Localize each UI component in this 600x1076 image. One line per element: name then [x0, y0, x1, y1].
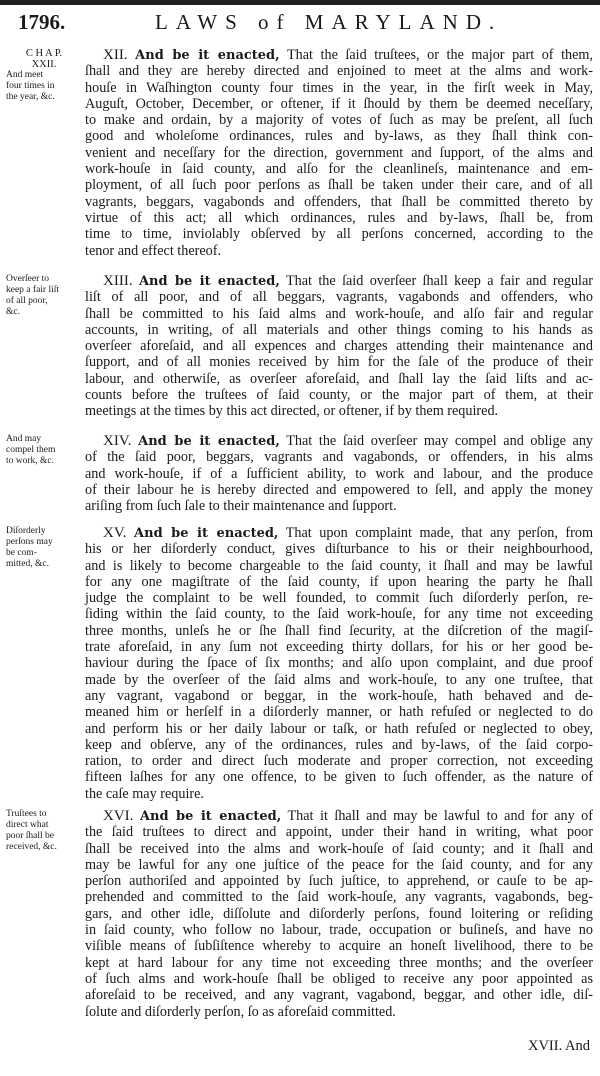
text-line [85, 737, 593, 753]
text-line [85, 704, 593, 720]
text-line [85, 955, 593, 971]
marginal-note [6, 434, 82, 467]
text-line [85, 273, 593, 289]
text-line [85, 786, 593, 802]
text-line [85, 525, 593, 541]
line-text: Auguſt, October, December, or oftener, if it ſhould by them be deemed neceſſary, [85, 95, 593, 112]
line-text: meaned him or herſelf in a diſorderly manner, or hath refuſed or neglected to do [85, 704, 593, 721]
marginal-note-line: to work, &c. [6, 456, 55, 466]
running-header [0, 10, 600, 36]
section-xiii [85, 273, 593, 420]
section-xvi [85, 808, 593, 1020]
line-text: of their labour he is hereby directed and empowered to ſell, and apply the money [85, 481, 593, 498]
line-text: made by the overſeer of the ſaid alms and work-houſe, to any one truſtee, that [85, 671, 593, 688]
line-text: ployment, of all ſuch poor perſons as ſhall be taken under their care, and of all [85, 177, 593, 194]
line-text: liſt of all poor, and of all beggars, vagrants, vagabonds and offenders, who [85, 289, 593, 306]
line-text: That the ſaid truſtees, or the major part of them, [286, 47, 594, 63]
text-line [85, 194, 593, 210]
section-xiv [85, 433, 593, 514]
text-line [85, 161, 593, 177]
text-line [85, 306, 593, 322]
text-line [85, 128, 593, 144]
line-text: That the ſaid overſeer may compel and oblige any [286, 433, 594, 449]
marginal-note-line: Diſorderly [6, 526, 46, 536]
line-text: to make and ordain, by a majority of votes of ſuch as may be preſent, all ſuch [85, 112, 593, 129]
line-text: labour, and otherwiſe, as overſeer aforeſaid, and ſhall lay the ſaid liſts and ac- [85, 370, 593, 387]
line-text: That it ſhall and may be lawful to and for any of [287, 808, 593, 824]
enacting-formula: And be it enacted, [134, 526, 279, 541]
text-line [85, 857, 593, 873]
text-line [85, 145, 593, 161]
text-line [85, 1004, 593, 1020]
text-line [85, 177, 593, 193]
line-text: houſe in Waſhington county four times in the year, in the firſt week in May, [85, 79, 593, 96]
marginal-note [6, 274, 82, 318]
text-line [85, 753, 593, 769]
marginal-note-line: of all poor, [6, 296, 48, 306]
line-text: the caſe may require. [85, 785, 204, 802]
marginal-note-line: four times in [6, 81, 55, 91]
text-line [85, 354, 593, 370]
marginal-note-line: received, &c. [6, 842, 57, 852]
section-number: XVI. [103, 808, 134, 824]
line-text: perſon authoriſed and appointed by ſuch juſtice, to apprehend, or cauſe to be ap- [85, 873, 593, 890]
marginal-note-line: And meet [6, 70, 44, 80]
marginal-note-line: And may [6, 434, 42, 444]
line-text: counts before the truſtees of ſaid county, or the major part of them, at their [85, 387, 593, 404]
text-line [85, 889, 593, 905]
line-text: the ſaid truſtees to direct and appoint, under their hand in writing, what poor [85, 824, 593, 841]
enacting-formula: And be it enacted, [138, 434, 280, 449]
line-text: ſupport, and of all monies received by him for the ſale of the produce of their [85, 354, 593, 371]
text-line [85, 688, 593, 704]
marginal-note-line: Truſtees to [6, 809, 47, 819]
line-text: virtue of this act; all which ordinances, rules and by-laws, ſhall be, from [85, 209, 593, 226]
line-text: ſhall be committed to his ſaid alms and work-houſe, and alſo fair and regular [85, 305, 593, 322]
text-line [85, 672, 593, 688]
line-text: overſeer aforeſaid, and all expences and charges attending their maintenance and [85, 338, 593, 355]
text-line [85, 433, 593, 449]
text-line [85, 63, 593, 79]
line-text: good and wholeſome ordinances, rules and by-laws, as they ſhall think con- [85, 128, 593, 145]
scan-edge [0, 0, 600, 5]
section-number: XIII. [103, 273, 133, 289]
text-line [85, 96, 593, 112]
line-text: trate aforeſaid, in any ſum not exceeding thirty dollars, for his or her good be- [85, 639, 593, 656]
text-line [85, 841, 593, 857]
line-text: prehended and committed to the ſaid work-houſe, any vagrants, vagabonds, beg- [85, 889, 593, 906]
line-text: any vagrant, vagabond or beggar, in the work-houſe, hath behaved and de- [85, 687, 593, 704]
marginal-note [6, 48, 82, 103]
page-title: LAWS of MARYLAND. [155, 10, 503, 34]
line-text: ſolute and diſorderly perſon, ſo as aforeſaid committed. [85, 1003, 396, 1020]
section-number: XIV. [103, 433, 132, 449]
marginal-note-line: keep a fair liſt [6, 285, 60, 295]
text-line [85, 606, 593, 622]
enacting-formula: And be it enacted, [139, 809, 282, 824]
enacting-formula: And be it enacted, [138, 274, 280, 289]
text-line [85, 112, 593, 128]
line-text: ariſing from ſuch ſale to their maintenance and ſupport. [85, 498, 397, 515]
line-text: vagrants, beggars, vagabonds and offenders, that ſhall be committed thereto by [85, 193, 593, 210]
marginal-note-line: be com- [6, 548, 37, 558]
text-line [85, 387, 593, 403]
line-text: work-houſe in ſaid county, and alſo for the cleanlineſs, maintenance and em- [85, 161, 593, 178]
line-text: fifteen laſhes for any one offence, to be given to ſuch offender, as the nature of [85, 769, 593, 786]
marginal-note-line: compel them [6, 445, 56, 455]
section-number: XV. [103, 525, 127, 541]
text-line [85, 210, 593, 226]
text-line [85, 639, 593, 655]
text-line [85, 824, 593, 840]
line-text: of the ſaid poor, beggars, vagrants and vagabonds, or offenders, in his alms [85, 449, 593, 466]
marginal-note-line: C H A P. [25, 48, 63, 59]
text-line [85, 466, 593, 482]
marginal-note-line: mitted, &c. [6, 559, 50, 569]
text-line [85, 80, 593, 96]
text-line [85, 47, 593, 63]
marginal-note-line: XXII. [31, 59, 57, 70]
text-line [85, 243, 593, 259]
line-text: aforeſaid to be received, and any vagrant, vagabond, beggar, and other idle, diſ- [85, 987, 593, 1004]
page-year: 1796. [18, 10, 66, 34]
text-line [85, 623, 593, 639]
line-text: of ſuch alms and work-houſe ſhall be obliged to receive any poor appointed as [85, 970, 593, 987]
line-text: may be lawful for any one juſtice of the peace for the ſaid county, and for any [85, 856, 593, 873]
line-text: and perform his or her daily labour or taſk, or hath refuſed or neglected to obey, [85, 720, 593, 737]
line-text: haviour during the ſpace of ſix months; and alſo upon complaint, and due proof [85, 655, 593, 672]
section-number: XII. [103, 47, 128, 63]
marginal-note-line: perſons may [6, 537, 53, 547]
marginal-note-line: Overſeer to [6, 274, 49, 284]
enacting-formula: And be it enacted, [135, 48, 280, 63]
line-text: tenor and effect thereof. [85, 242, 222, 259]
text-line [85, 482, 593, 498]
line-text: three months, unleſs he or ſhe ſhall find ſecurity, at the diſcretion of the magiſ- [85, 622, 593, 639]
line-text: for any one magiſtrate of the ſaid county, if upon hearing the party he ſhall [85, 573, 593, 590]
line-text: in ſaid county, who follow no labour, trade, occupation or buſineſs, and have no [85, 922, 593, 939]
marginal-note [6, 526, 82, 570]
line-text: accounts, in writing, of all materials and other things coming to his hands as [85, 321, 593, 338]
catchword: XVII. And [527, 1038, 590, 1054]
text-line [85, 906, 593, 922]
line-text: That the ſaid overſeer ſhall keep a fair and regular [286, 273, 594, 289]
line-text: his or her diſorderly conduct, gives diſturbance to his or their neighbourhood, [85, 541, 593, 558]
text-line [85, 808, 593, 824]
line-text: gars, and other idle, diſſolute and diſorderly perſons, found loitering or reſiding [85, 905, 593, 922]
text-line [85, 590, 593, 606]
text-line [85, 541, 593, 557]
section-xv [85, 525, 593, 802]
text-line [85, 655, 593, 671]
line-text: kept at hard labour for any time not exceeding three months; and the overſeer [85, 954, 593, 971]
marginal-note-line: the year, &c. [6, 92, 55, 102]
line-text: ſiding within the ſaid county, to the ſaid work-houſe, for any time not exceeding [85, 606, 593, 623]
text-line [85, 922, 593, 938]
text-line [85, 987, 593, 1003]
line-text: keep and obſerve, any of the ordinances, rules and by-laws, of the ſaid corpo- [85, 736, 593, 753]
marginal-note [6, 809, 82, 853]
line-text: judge the complaint to be well founded, to commit ſuch diſorderly perſon, re- [85, 590, 593, 607]
text-line [85, 226, 593, 242]
text-line [85, 498, 593, 514]
line-text: ration, to order and direct ſuch moderate and proper correction, not exceeding [85, 753, 593, 770]
line-text: time to time, inviolably obſerved by all perſons concerned, according to the [85, 226, 593, 243]
section-xii [85, 47, 593, 259]
line-text: That upon complaint made, that any perſon, from [285, 525, 594, 541]
marginal-note-line: poor ſhall be [6, 831, 55, 841]
text-line [85, 338, 593, 354]
line-text: meetings at the times by this act directed, or oftener, if by them required. [85, 403, 499, 420]
text-line [85, 403, 593, 419]
text-line [85, 574, 593, 590]
line-text: and is likely to become chargeable to the ſaid county, it ſhall and may be lawful [85, 557, 593, 574]
text-line [85, 971, 593, 987]
line-text: ſhall be received into the alms and work-houſe of ſaid county; and it ſhall and [85, 840, 593, 857]
text-line [85, 938, 593, 954]
text-line [85, 371, 593, 387]
line-text: viſible means of ſubſiſtence whereby to acquire an honeſt livelihood, there to be [85, 938, 593, 955]
text-line [85, 289, 593, 305]
text-line [85, 558, 593, 574]
text-line [85, 322, 593, 338]
line-text: venient and neceſſary for the direction, government and ſupport, of the alms and [85, 144, 593, 161]
text-line [85, 769, 593, 785]
line-text: and work-houſe, if of a ſufficient ability, to work and labour, and the produce [85, 465, 593, 482]
text-line [85, 721, 593, 737]
marginal-note-line: direct what [6, 820, 49, 830]
text-line [85, 873, 593, 889]
marginal-note-line: &c. [6, 307, 20, 317]
line-text: ſhall and they are hereby directed and enjoined to meet at the alms and work- [85, 63, 593, 80]
text-line [85, 449, 593, 465]
